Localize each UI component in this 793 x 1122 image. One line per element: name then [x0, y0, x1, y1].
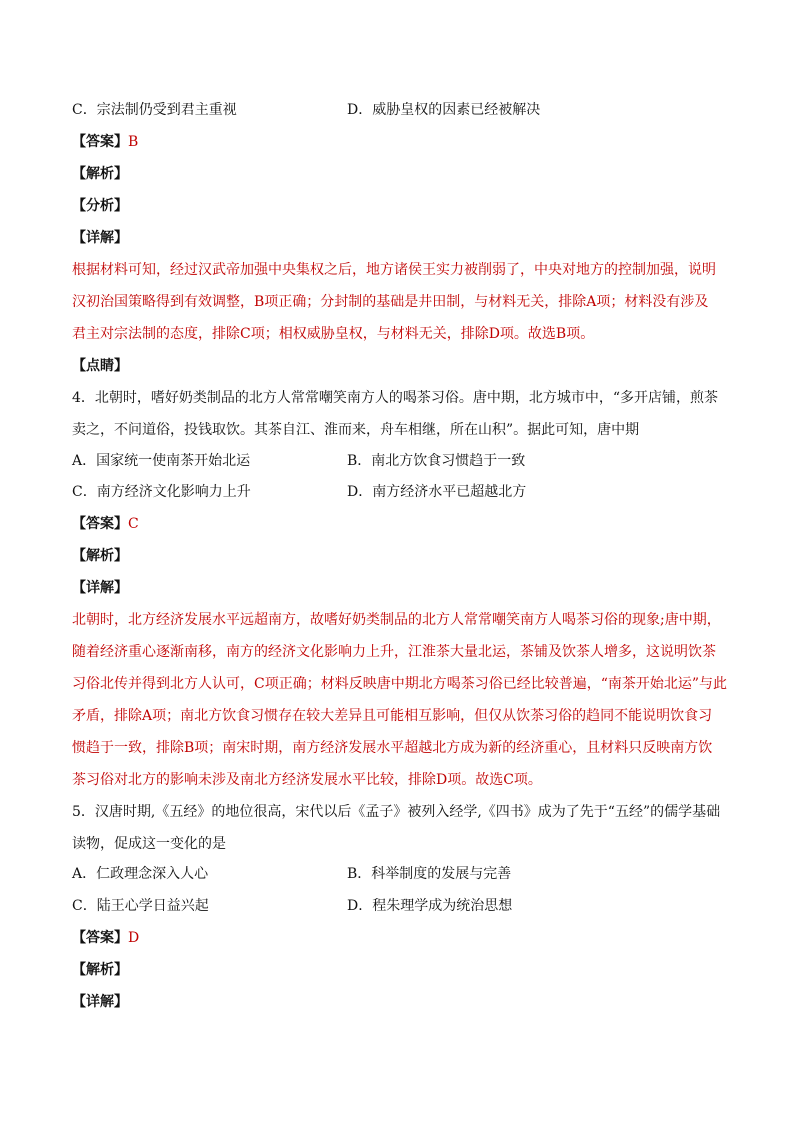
q3-detail-line: 汉初治国策略得到有效调整，B项正确；分封制的基础是井田制，与材料无关，排除A项；材料没有涉及 — [72, 294, 709, 310]
q5-option-a: A．仁政理念深入人心 — [72, 866, 209, 882]
q3-option-c: C．宗法制仍受到君主重视 — [72, 102, 237, 118]
answer-value: D — [128, 930, 140, 946]
q3-detail-line: 根据材料可知，经过汉武帝加强中央集权之后，地方诸侯王实力被削弱了，中央对地方的控制加强，说明 — [72, 262, 716, 278]
q5-option-d: D．程朱理学成为统治思想 — [347, 898, 513, 914]
q4-detail-line: 矛盾，排除A项；南北方饮食习惯存在较大差异且可能相互影响，但仅从饮茶习俗的趋同不能说明饮食习 — [72, 708, 713, 724]
q4-detail-paragraph — [72, 604, 728, 796]
q4-detail-line: 随着经济重心逐渐南移，南方的经济文化影响力上升，江淮茶大量北运，茶铺及饮茶人增多，这说明饮茶 — [72, 644, 716, 660]
q5-stem — [72, 796, 722, 860]
q5-stem-line: 读物，促成这一变化的是 — [72, 836, 226, 852]
q4-stem-line: 卖之，不问道俗，投钱取饮。其茶自江、淮而来，舟车相继，所在山积”。据此可知，唐中期 — [72, 422, 640, 438]
q4-option-a: A．国家统一使南茶开始北运 — [72, 453, 251, 469]
q4-option-d: D．南方经济水平已超越北方 — [347, 484, 527, 500]
q5-jiexi-heading: 【解析】 — [72, 962, 128, 978]
q5-xiangjie-heading: 【详解】 — [72, 994, 128, 1010]
q4-option-c: C．南方经济文化影响力上升 — [72, 484, 251, 500]
q4-xiangjie-heading: 【详解】 — [72, 580, 128, 596]
q3-fenxi-heading: 【分析】 — [72, 198, 128, 214]
q3-dianjing-heading: 【点睛】 — [72, 358, 128, 374]
q3-jiexi-heading: 【解析】 — [72, 166, 128, 182]
q3-detail-line: 君主对宗法制的态度，排除C项；相权威胁皇权，与材料无关，排除D项。故选B项。 — [72, 326, 595, 342]
q4-jiexi-heading: 【解析】 — [72, 548, 128, 564]
answer-label: 【答案】 — [72, 134, 128, 150]
q4-detail-line: 惯趋于一致，排除B项；南宋时期，南方经济发展水平超越北方成为新的经济重心，且材料只反映南方饮 — [72, 740, 713, 756]
q3-detail-paragraph — [72, 254, 722, 350]
q4-answer — [72, 514, 139, 534]
answer-label: 【答案】 — [72, 516, 128, 532]
q3-option-d: D．威胁皇权的因素已经被解决 — [347, 102, 541, 118]
q3-answer — [72, 132, 138, 152]
q4-option-b: B．南北方饮食习惯趋于一致 — [347, 453, 526, 469]
q4-detail-line: 北朝时，北方经济发展水平远超南方，故嗜好奶类制品的北方人常常嘲笑南方人喝茶习俗的现象;唐中期， — [72, 612, 721, 628]
answer-label: 【答案】 — [72, 930, 128, 946]
q5-option-c: C．陆王心学日益兴起 — [72, 898, 209, 914]
q5-stem-line: 5．汉唐时期,《五经》的地位很高，宋代以后《孟子》被列入经学,《四书》成为了先于“五经”的儒学基础 — [72, 804, 721, 820]
q4-stem — [72, 382, 722, 446]
q5-option-b: B．科举制度的发展与完善 — [347, 866, 512, 882]
q5-answer — [72, 928, 139, 948]
answer-value: B — [128, 134, 139, 150]
answer-value: C — [128, 516, 139, 532]
q4-detail-line: 习俗北传并得到北方人认可，C项正确；材料反映唐中期北方喝茶习俗已经比较普遍，“南茶开始北运”与此 — [72, 676, 728, 692]
q4-detail-line: 茶习俗对北方的影响未涉及南北方经济发展水平比较，排除D项。故选C项。 — [72, 772, 542, 788]
q3-xiangjie-heading: 【详解】 — [72, 230, 128, 246]
q4-stem-line: 4．北朝时，嗜好奶类制品的北方人常常嘲笑南方人的喝茶习俗。唐中期，北方城市中，“多开店铺，煎茶 — [72, 390, 719, 406]
